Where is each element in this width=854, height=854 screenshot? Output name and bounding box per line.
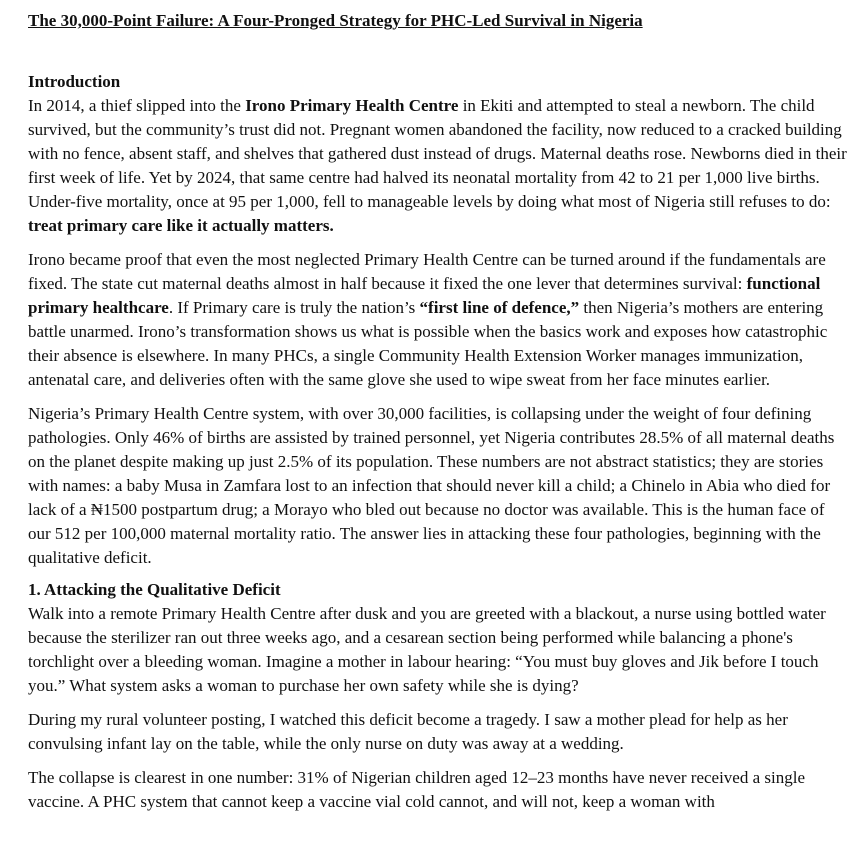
- intro-paragraph-1: [28, 94, 848, 238]
- document-title: The 30,000-Point Failure: A Four-Pronged Strategy for PHC-Led Survival in Nigeria: [28, 11, 643, 30]
- text-run: . If Primary care is truly the nation’s: [168, 298, 420, 317]
- intro-heading: Introduction: [28, 72, 121, 91]
- document-body: [28, 10, 848, 814]
- section-1-paragraph-2: During my rural volunteer posting, I watched this deficit become a tragedy. I saw a mother plead for help as her convulsing infant lay on the table, while the only nurse on duty was away at a wedding.: [28, 710, 788, 753]
- section-1-heading: 1. Attacking the Qualitative Deficit: [28, 580, 281, 599]
- bold-run: Irono Primary Health Centre: [245, 96, 459, 115]
- intro-paragraph-3: Nigeria’s Primary Health Centre system, with over 30,000 facilities, is collapsing under the weight of four defining pathologies. Only 46% of births are assisted by trained personnel, yet Nigeria contributes 28.5% of all maternal deaths on the planet despite making up just 2.5% of its population. These numbers are not abstract statistics; they are stories with names: a baby Musa in Zamfara lost to an infection that should never kill a child; a Chinelo in Abia who died for lack of a ₦1500 postpartum drug; a Morayo who bled out because no doctor was available. This is the human face of our 512 per 100,000 maternal mortality ratio. The answer lies in attacking these four pathologies, beginning with the qualitative deficit.: [28, 404, 835, 567]
- text-run: in Ekiti and attempted to steal a newborn. The child survived, but the community’s trust did not. Pregnant women abandoned the facility, now reduced to a cracked building with no fence, absent staff, and shelves that gathered dust instead of drugs. Maternal deaths rose. Newborns died in their first week of life. Yet by 2024, that same centre had halved its neonatal mortality from 42 to 21 per 1,000 live births. Under-five mortality, once at 95 per 1,000, fell to manageable levels by doing what most of Nigeria still refuses to do:: [28, 96, 847, 211]
- text-run: In 2014, a thief slipped into the: [28, 96, 246, 115]
- section-1-paragraph-3: The collapse is clearest in one number: 31% of Nigerian children aged 12–23 months have never received a single vaccine. A PHC system that cannot keep a vaccine vial cold cannot, and will not, keep a woman with: [28, 768, 806, 811]
- bold-run: treat primary care like it actually matters.: [28, 216, 334, 235]
- intro-paragraph-2: [28, 248, 848, 392]
- text-run: Irono became proof that even the most neglected Primary Health Centre can be turned around if the fundamentals are fixed. The state cut maternal deaths almost in half because it fixed the one lever that determines survival:: [28, 250, 826, 293]
- text-run: then Nigeria’s mothers are entering battle unarmed. Irono’s transformation shows us what is possible when the basics work and exposes how catastrophic their absence is elsewhere. In many PHCs, a single Community Health Extension Worker manages immunization, antenatal care, and deliveries often with the same glove she used to wipe sweat from her face minutes earlier.: [28, 298, 828, 389]
- bold-run: “first line of defence,”: [419, 298, 580, 317]
- bold-run: functional primary healthcare: [28, 274, 821, 317]
- section-1-paragraph-1: Walk into a remote Primary Health Centre after dusk and you are greeted with a blackout, a nurse using bottled water because the sterilizer ran out three weeks ago, and a cesarean section being performed while balancing a phone's torchlight over a bleeding woman. Imagine a mother in labour hearing: “You must buy gloves and Jik before I touch you.” What system asks a woman to purchase her own safety while she is dying?: [28, 604, 826, 695]
